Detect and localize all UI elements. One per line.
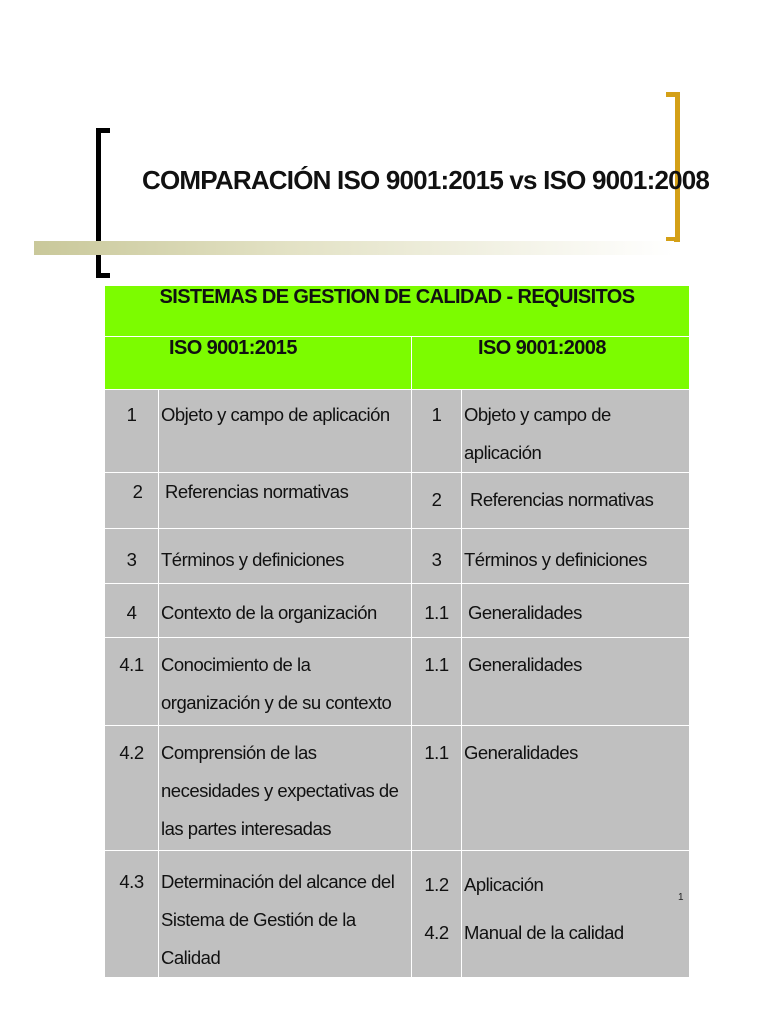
slide-title: COMPARACIÓN ISO 9001:2015 vs ISO 9001:2008 — [142, 165, 710, 195]
left-bracket-decoration — [96, 128, 110, 278]
clause-number-2008: 2 — [412, 473, 462, 529]
clause-text-2015: Determinación del alcance del Sistema de Gestión de la Calidad — [159, 851, 412, 978]
clause-text-2008: Términos y definiciones — [462, 529, 690, 584]
clause-text-2008-group — [462, 851, 690, 978]
table-row — [105, 638, 690, 726]
clause-number-2008: 1.1 — [412, 584, 462, 638]
clause-number-2008-group — [412, 851, 462, 978]
column-header-iso-2008: ISO 9001:2008 — [412, 337, 690, 390]
clause-number-2008: 1 — [412, 390, 462, 473]
clause-text-2008: Objeto y campo de aplicación — [462, 390, 690, 473]
table-row — [105, 529, 690, 584]
requirements-comparison-table — [104, 285, 690, 978]
clause-text-2008: Generalidades — [462, 584, 690, 638]
column-header-iso-2015: ISO 9001:2015 — [105, 337, 412, 390]
clause-text-2015: Términos y definiciones — [159, 529, 412, 584]
clause-text-2008: Referencias normativas — [462, 473, 690, 529]
clause-text-2008: Aplicación — [464, 874, 544, 895]
clause-number-2015: 3 — [105, 529, 159, 584]
table-row — [105, 584, 690, 638]
title-underline-bar — [34, 241, 674, 255]
table-row — [105, 726, 690, 851]
clause-text-2015: Conocimiento de la organización y de su contexto — [159, 638, 412, 726]
clause-text-2015: Comprensión de las necesidades y expectativas de las partes interesadas — [159, 726, 412, 851]
clause-number-2008: 1.1 — [412, 726, 462, 851]
clause-number-2008-secondary: 4.2 — [424, 922, 449, 943]
clause-number-2015: 4 — [105, 584, 159, 638]
clause-number-2015: 4.3 — [105, 851, 159, 978]
table-row — [105, 851, 690, 978]
clause-number-2008: 1.1 — [412, 638, 462, 726]
table-row — [105, 390, 690, 473]
clause-number-2015: 4.2 — [105, 726, 159, 851]
table-title: SISTEMAS DE GESTION DE CALIDAD - REQUISITOS — [105, 286, 690, 337]
clause-text-2015: Referencias normativas — [159, 473, 412, 529]
clause-number-2015: 2 — [105, 473, 159, 529]
page-number: 1 — [678, 892, 684, 903]
clause-text-2008: Generalidades — [462, 638, 690, 726]
clause-text-2008-secondary: Manual de la calidad — [464, 922, 624, 943]
table-title-row — [105, 286, 690, 337]
clause-number-2015: 4.1 — [105, 638, 159, 726]
clause-text-2015: Contexto de la organización — [159, 584, 412, 638]
clause-text-2015: Objeto y campo de aplicación — [159, 390, 412, 473]
clause-text-2008: Generalidades — [462, 726, 690, 851]
clause-number-2008: 3 — [412, 529, 462, 584]
clause-number-2015: 1 — [105, 390, 159, 473]
table-row — [105, 473, 690, 529]
clause-number-2008: 1.2 — [424, 874, 449, 895]
table-header-row — [105, 337, 690, 390]
